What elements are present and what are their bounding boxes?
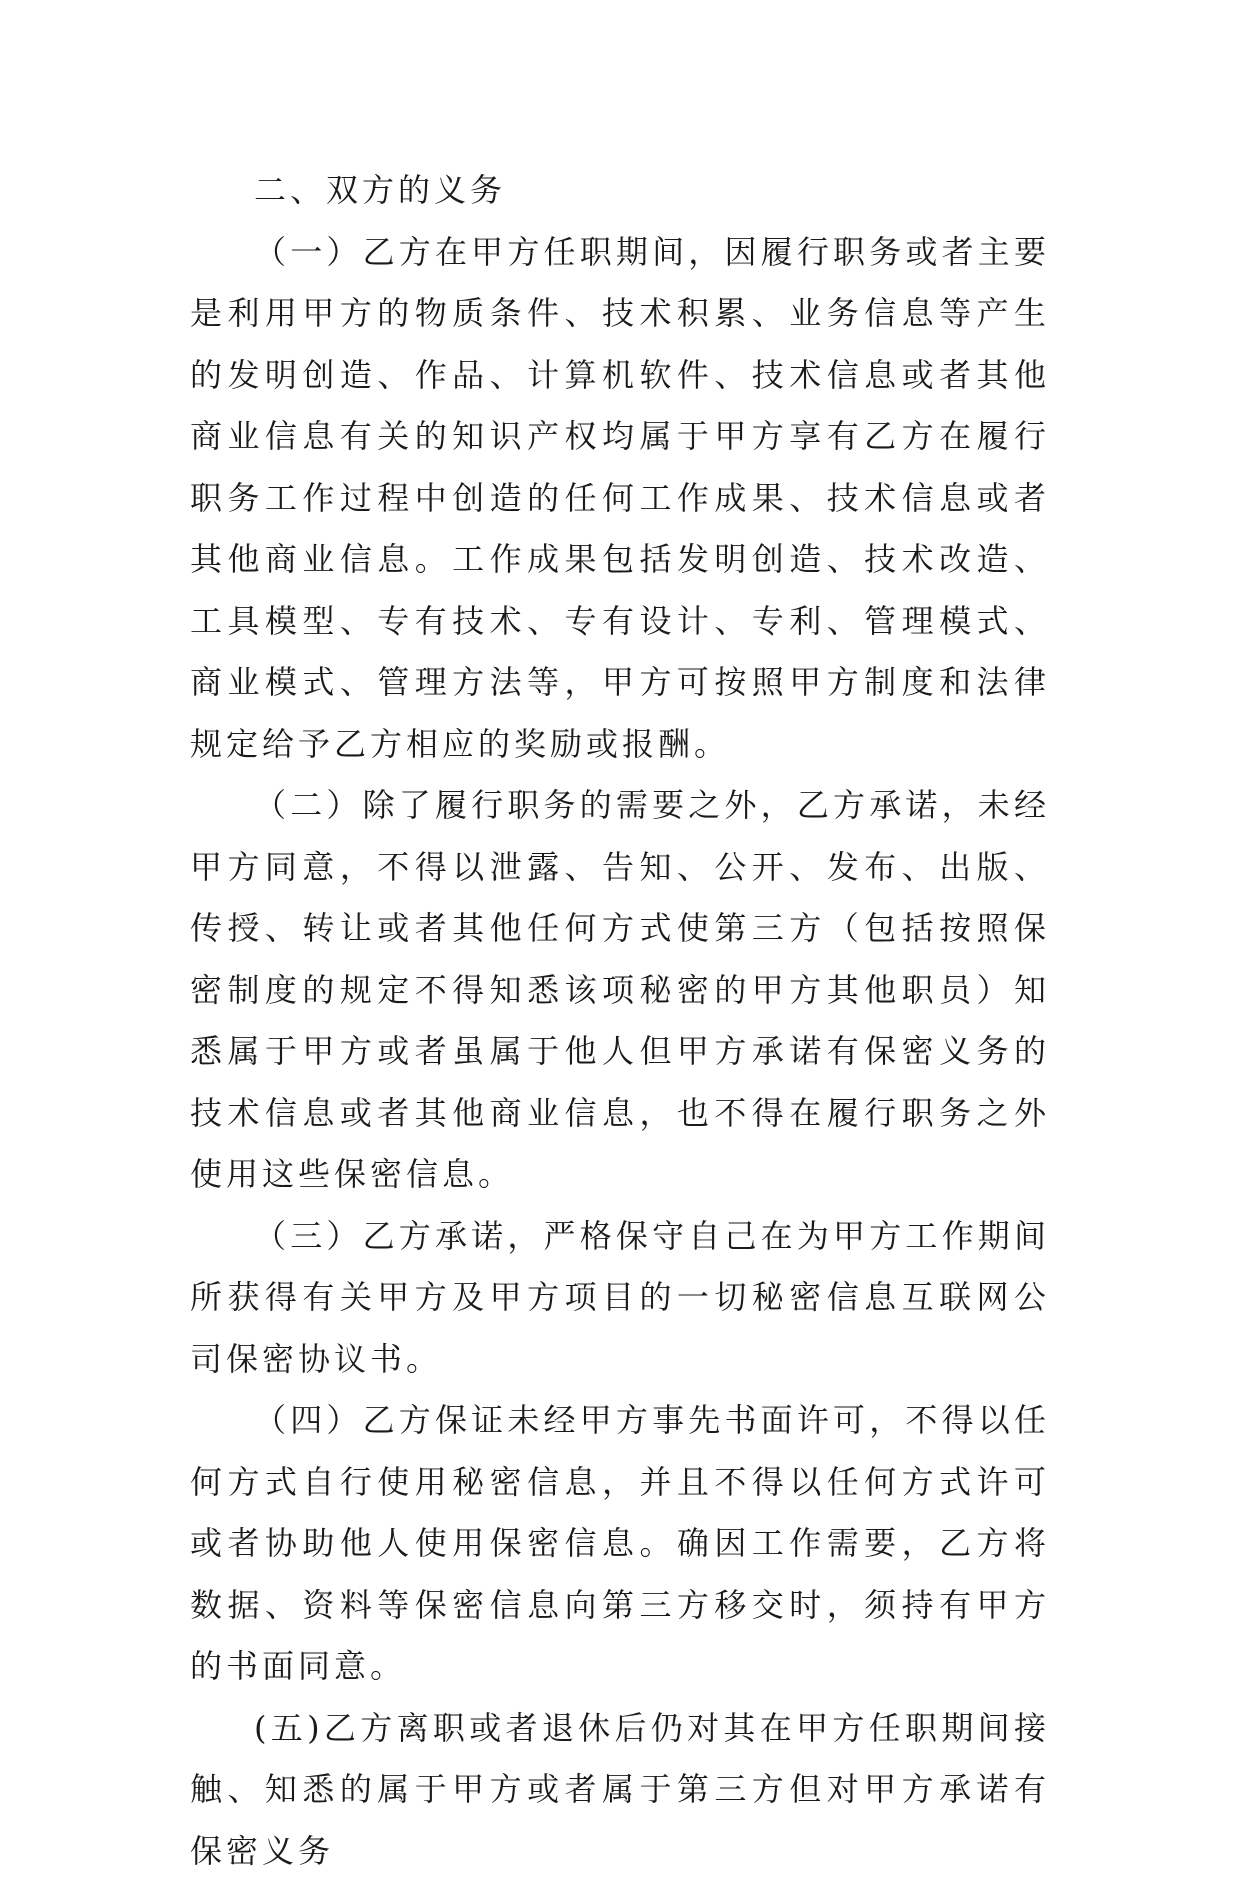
paragraph-5: (五)乙方离职或者退休后仍对其在甲方任职期间接触、知悉的属于甲方或者属于第三方但对甲方承诺有保密义务 — [190, 1698, 1050, 1882]
paragraph-4: （四）乙方保证未经甲方事先书面许可，不得以任何方式自行使用秘密信息，并且不得以任何方式许可或者协助他人使用保密信息。确因工作需要，乙方将数据、资料等保密信息向第三方移交时，须持有甲方的书面同意。 — [190, 1390, 1050, 1698]
paragraph-1: （一）乙方在甲方任职期间，因履行职务或者主要是利用甲方的物质条件、技术积累、业务信息等产生的发明创造、作品、计算机软件、技术信息或者其他商业信息有关的知识产权均属于甲方享有乙方在履行职务工作过程中创造的任何工作成果、技术信息或者其他商业信息。工作成果包括发明创造、技术改造、工具模型、专有技术、专有设计、专利、管理模式、商业模式、管理方法等，甲方可按照甲方制度和法律规定给予乙方相应的奖励或报酬。 — [190, 222, 1050, 776]
document-body — [190, 160, 1050, 1882]
paragraph-2: （二）除了履行职务的需要之外，乙方承诺，未经甲方同意，不得以泄露、告知、公开、发布、出版、传授、转让或者其他任何方式使第三方（包括按照保密制度的规定不得知悉该项秘密的甲方其他职员）知悉属于甲方或者虽属于他人但甲方承诺有保密义务的技术信息或者其他商业信息，也不得在履行职务之外使用这些保密信息。 — [190, 775, 1050, 1206]
paragraph-3: （三）乙方承诺，严格保守自己在为甲方工作期间所获得有关甲方及甲方项目的一切秘密信息互联网公司保密协议书。 — [190, 1206, 1050, 1391]
section-heading: 二、双方的义务 — [190, 160, 1050, 222]
